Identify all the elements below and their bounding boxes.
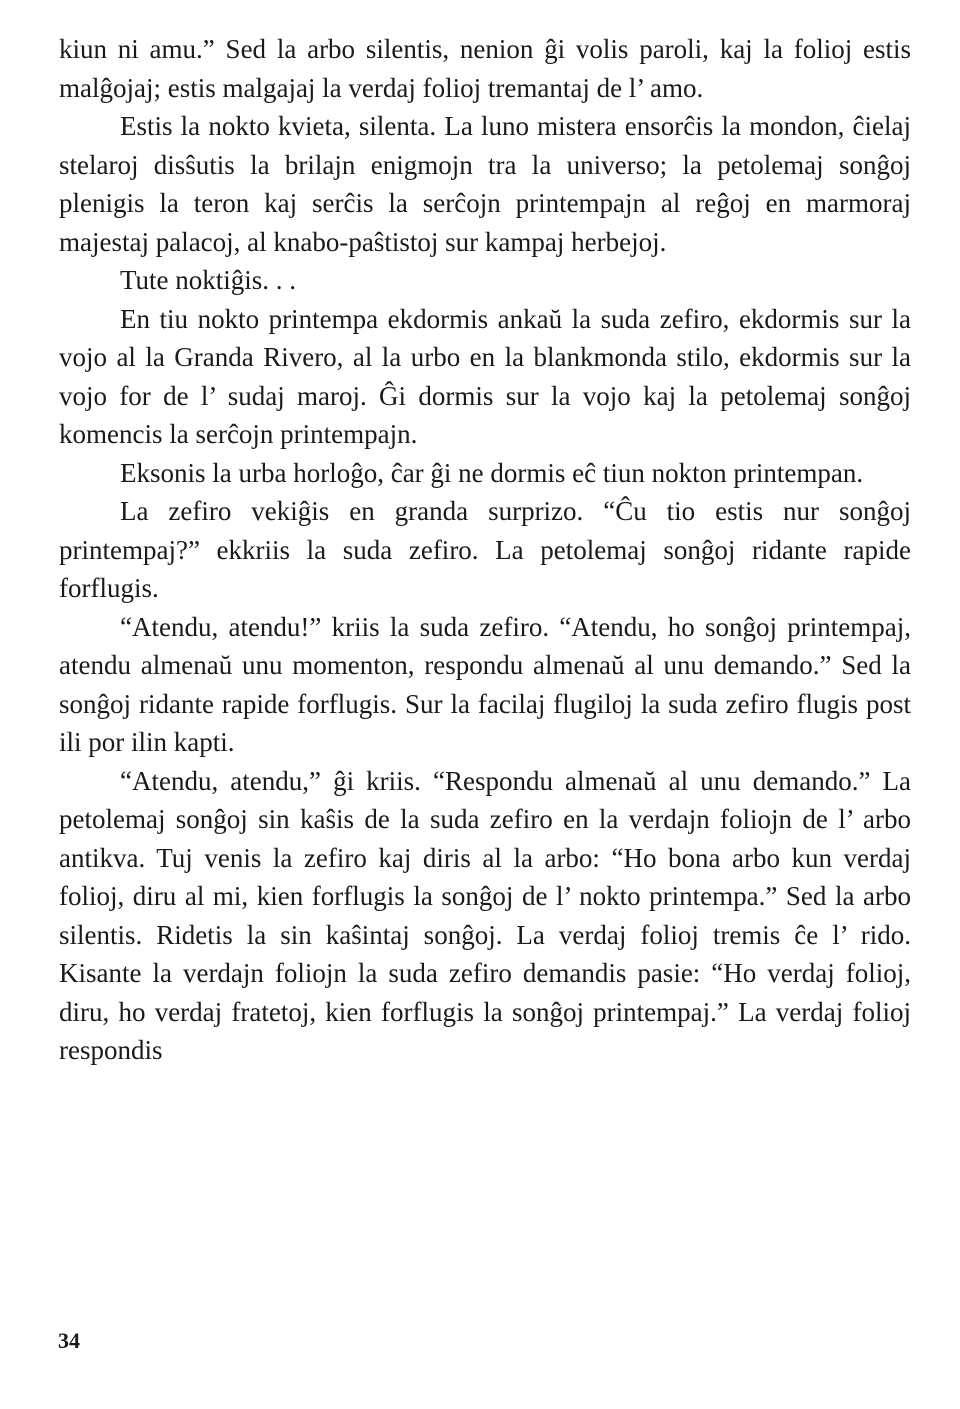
- paragraph: “Atendu, atendu!” kriis la suda zefiro. “Atendu, ho sonĝoj printempaj, atendu almenaŭ unu momenton, respondu almenaŭ al unu demando.” Sed la sonĝoj ridante rapide forflugis. Sur la facilaj flugiloj la suda zefiro flugis post ili por ilin kapti.: [59, 611, 911, 757]
- paragraph: La zefiro vekiĝis en granda surprizo. “Ĉu tio estis nur sonĝoj printempaj?” ekkriis la suda zefiro. La petolemaj sonĝoj ridante rapide forflugis.: [59, 496, 911, 603]
- paragraph: “Atendu, atendu,” ĝi kriis. “Respondu almenaŭ al unu demando.” La petolemaj sonĝoj sin kaŝis de la suda zefiro en la verdajn foliojn de l’ arbo antikva. Tuj venis la zefiro kaj diris al la arbo: “Ho bona arbo kun verdaj folioj, diru al mi, kien forflugis la sonĝoj de l’ nokto printempa.” Sed la arbo silentis. Ridetis la sin kaŝintaj sonĝoj. La verdaj folioj tremis ĉe l’ rido. Kisante la verdajn foliojn la suda zefiro demandis pasie: “Ho verdaj folioj, diru, ho verdaj fratetoj, kien forflugis la sonĝoj printempaj.” La verdaj folioj respondis: [59, 765, 911, 1065]
- paragraph: Estis la nokto kvieta, silenta. La luno mistera ensorĉis la mondon, ĉielaj stelaroj disŝutis la brilajn enigmojn tra la universo; la petolemaj sonĝoj plenigis la teron kaj serĉis la serĉojn printempajn al reĝoj en marmoraj majestaj palacoj, al knabo-paŝtistoj sur kampaj herbejoj.: [59, 111, 911, 257]
- paragraph: kiun ni amu.” Sed la arbo silentis, nenion ĝi volis paroli, kaj la folioj estis malĝojaj; estis malgajaj la verdaj folioj tremantaj de l’ amo.: [59, 34, 911, 103]
- body-text: [59, 30, 911, 1070]
- paragraph: Eksonis la urba horloĝo, ĉar ĝi ne dormis eĉ tiun nokton printempan.: [120, 457, 864, 488]
- page-number: 34: [58, 1328, 80, 1353]
- paragraph: En tiu nokto printempa ekdormis ankaŭ la suda zefiro, ekdormis sur la vojo al la Granda Rivero, al la urbo en la blankmonda stilo, ekdormis sur la vojo for de l’ sudaj maroj. Ĝi dormis sur la vojo kaj la petolemaj sonĝoj komencis la serĉojn printempajn.: [59, 303, 911, 449]
- paragraph: Tute noktiĝis. . .: [120, 265, 297, 295]
